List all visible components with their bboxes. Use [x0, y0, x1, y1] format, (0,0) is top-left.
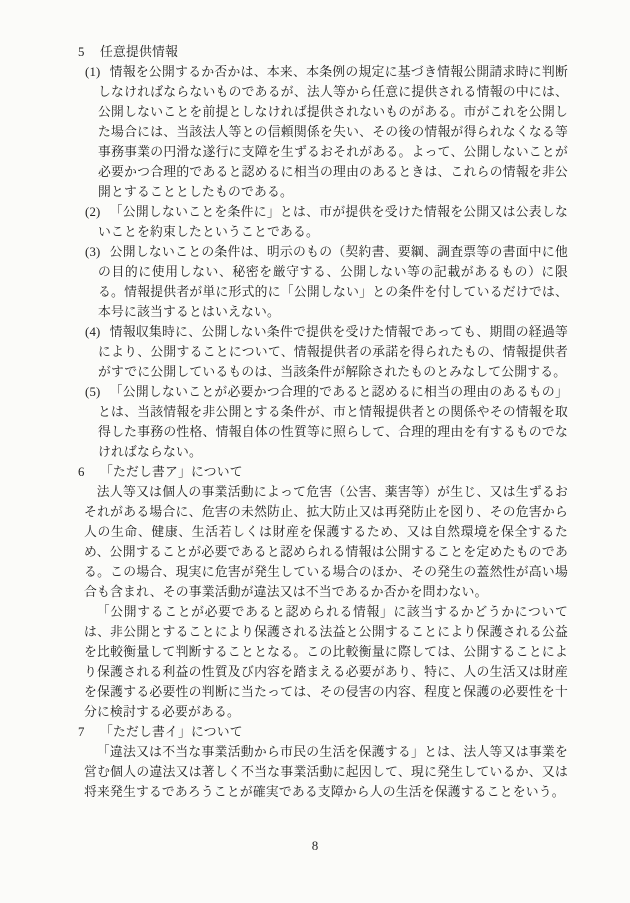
item-5-marker: (5): [85, 385, 101, 399]
section-5-heading: [78, 42, 568, 62]
section-7-paragraph-1: 「違法又は不当な事業活動から市民の生活を保護する」とは、法人等又は事業を営む個人の違法又は著しく不当な事業活動に起因して、現に発生しているか、又は将来発生するであろうことが確実である支障から人の生活を保護することをいう。: [84, 745, 568, 799]
list-item-1: [78, 62, 568, 202]
document-content: [78, 42, 568, 802]
item-2-marker: (2): [85, 205, 101, 219]
list-item-4: [78, 322, 568, 382]
section-5-number: 5: [78, 45, 85, 59]
section-5-title: 任意提供情報: [100, 45, 178, 59]
item-2-text: 「公開しないことを条件に」とは、市が提供を受けた情報を公開又は公表しないことを約束したということである。: [98, 205, 568, 239]
section-6-paragraph-2: 「公開することが必要であると認められる情報」に該当するかどうかについては、非公開とすることにより保護される法益と公開することにより保護される公益を比較衡量して判断することとなる。この比較衡量に際しては、公開することにより保護される利益の性質及び内容を踏まえる必要があり、特に、人の生活又は財産を保護する必要性の判断に当たっては、その侵害の内容、程度と保護の必要性を十分に検討する必要がある。: [84, 605, 568, 719]
page-number: 8: [311, 838, 319, 853]
item-4-marker: (4): [85, 325, 101, 339]
list-item-2: [78, 202, 568, 242]
item-1-marker: (1): [85, 65, 101, 79]
section-6-paragraph-1: 法人等又は個人の事業活動によって危害（公害、薬害等）が生じ、又は生ずるおそれがある場合に、危害の未然防止、拡大防止又は再発防止を図り、その危害から人の生命、健康、生活若しくは財産を保護するため、又は自然環境を保全するため、公開することが必要であると認められる情報は公開することを定めたものである。この場合、現実に危害が発生している場合のほか、その発生の蓋然性が高い場合も含まれ、その事業活動が違法又は不当であるか否かを問わない。: [84, 485, 568, 599]
item-4-text: 情報収集時に、公開しない条件で提供を受けた情報であっても、期間の経過等により、公開することについて、情報提供者の承諾を得られたもの、情報提供者がすでに公開しているものは、当該条件が解除されたものとみなして公開する。: [98, 325, 568, 379]
section-6-heading: [78, 462, 568, 482]
item-5-text: 「公開しないことが必要かつ合理的であると認めるに相当の理由のあるもの」とは、当該情報を非公開とする条件が、市と情報提供者との関係やその情報を取得した事務の性格、情報自体の性質等に照らして、合理的理由を有するものでなければならない。: [98, 385, 568, 459]
list-item-5: [78, 382, 568, 462]
item-1-text: 情報を公開するか否かは、本来、本条例の規定に基づき情報公開請求時に判断しなければならないものであるが、法人等から任意に提供される情報の中には、公開しないことを前提としなければ提供されないものがある。市がこれを公開した場合には、当該法人等との信頼関係を失い、その後の情報が得られなくなる等事務事業の円滑な遂行に支障を生ずるおそれがある。よって、公開しないことが必要かつ合理的であると認めるに相当の理由のあるときは、これらの情報を非公開とすることとしたものである。: [98, 65, 568, 199]
list-item-3: [78, 242, 568, 322]
item-3-marker: (3): [85, 245, 101, 259]
section-6-number: 6: [78, 465, 85, 479]
section-7-number: 7: [78, 725, 85, 739]
section-6-title: 「ただし書ア」について: [100, 465, 243, 479]
item-3-text: 公開しないことの条件は、明示のもの（契約書、要綱、調査票等の書面中に他の目的に使用しない、秘密を厳守する、公開しない等の記載があるもの）に限る。情報提供者が単に形式的に「公開しない」との条件を付しているだけでは、本号に該当するとはいえない。: [98, 245, 568, 319]
section-7-title: 「ただし書イ」について: [100, 725, 243, 739]
section-7-heading: [78, 722, 568, 742]
